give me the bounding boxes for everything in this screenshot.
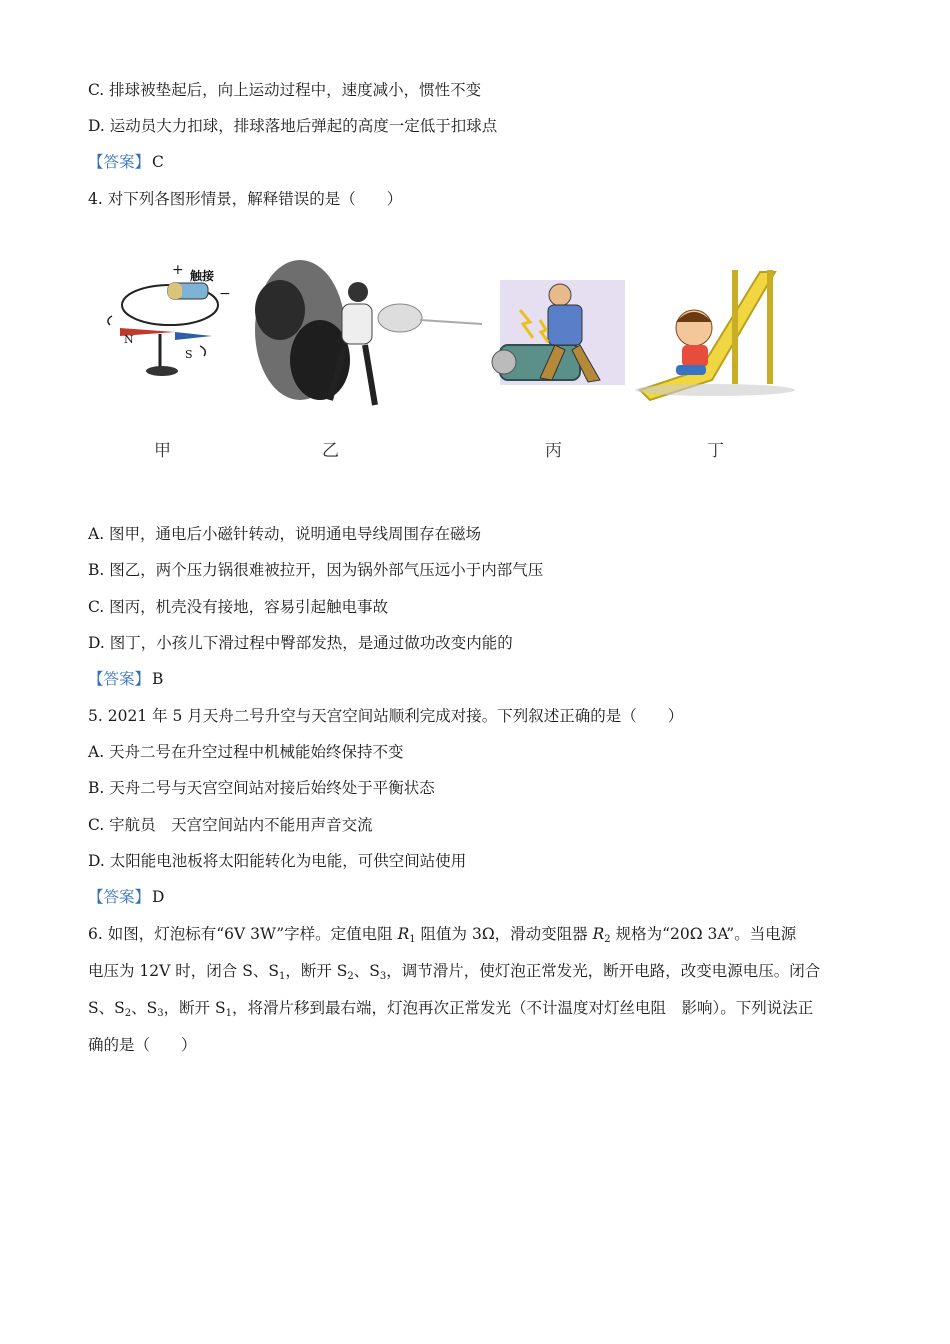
south-label: S [185, 348, 193, 361]
plus-sign: + [172, 262, 184, 278]
figure-ding-slide [635, 270, 795, 400]
figure-jia-magnetic-needle [108, 262, 231, 376]
option-d-q3: D. 运动员大力扣球，排球落地后弹起的高度一定低于扣球点 [88, 117, 498, 135]
answer-tag: 【答案】 [88, 888, 151, 906]
figure-label-yi: 乙 [322, 441, 339, 461]
answer-q4 [88, 668, 163, 690]
question-6-line-3: S、$S_2$、$S_3$，断开 $S_1$，将滑片移到最右端，灯泡再次正常发光（不计温度对灯丝电阻 影响）。下列说法正 [88, 999, 814, 1019]
option-c-q4: C. 图丙，机壳没有接地，容易引起触电事故 [88, 598, 389, 616]
question-6-line-4: 确的是（ ） [88, 1036, 197, 1054]
question-4: 4. 对下列各图形情景，解释错误的是（ ） [88, 190, 403, 208]
figure-label-bing: 丙 [545, 441, 562, 461]
answer-value: D [152, 888, 165, 906]
north-label: N [124, 333, 134, 346]
question-5: 5. 2021 年 5 月天舟二号升空与天宫空间站顺利完成对接。下列叙述正确的是（ ） [88, 707, 684, 725]
answer-q5 [88, 886, 164, 908]
answer-value: B [152, 670, 164, 688]
contact-label: 触接 [190, 269, 215, 283]
option-d-q4: D. 图丁，小孩儿下滑过程中臀部发热，是通过做功改变内能的 [88, 634, 513, 652]
figure-label-jia: 甲 [154, 441, 171, 461]
minus-sign: − [219, 286, 231, 302]
answer-tag: 【答案】 [88, 670, 151, 688]
option-b-q4: B. 图乙，两个压力锅很难被拉开，因为锅外部气压远小于内部气压 [88, 561, 544, 579]
option-a-q5: A. 天舟二号在升空过程中机械能始终保持不变 [88, 743, 404, 761]
option-d-q5: D. 太阳能电池板将太阳能转化为电能，可供空间站使用 [88, 852, 467, 870]
option-a-q4: A. 图甲，通电后小磁针转动，说明通电导线周围存在磁场 [88, 525, 482, 543]
option-c-q5: C. 宇航员 天宫空间站内不能用声音交流 [88, 816, 373, 834]
answer-tag: 【答案】 [88, 153, 151, 171]
answer-value: C [152, 153, 164, 171]
question-6-line-2: 电压为 12V 时，闭合 S、$S_1$，断开 $S_2$、$S_3$，调节滑片，使灯泡正常发光，断开电路，改变电源电压。闭合 [88, 962, 821, 982]
answer-q3 [88, 151, 164, 173]
figure-bing-motor-shock [492, 280, 625, 385]
option-b-q5: B. 天舟二号与天宫空间站对接后始终处于平衡状态 [88, 779, 435, 797]
option-c-q3: C. 排球被垫起后，向上运动过程中，速度减小，惯性不变 [88, 81, 482, 99]
question-6-line-1: 6. 如图，灯泡标有“6V 3W”字样。定值电阻 $R_1$ 阻值为 3Ω，滑动变阻器 $R_2$ 规格为“20Ω 3A”。当电源 [88, 925, 797, 945]
question-4-figure [0, 250, 950, 480]
figure-label-ding: 丁 [707, 441, 724, 461]
figure-yi-pressure-cooker [255, 260, 482, 405]
